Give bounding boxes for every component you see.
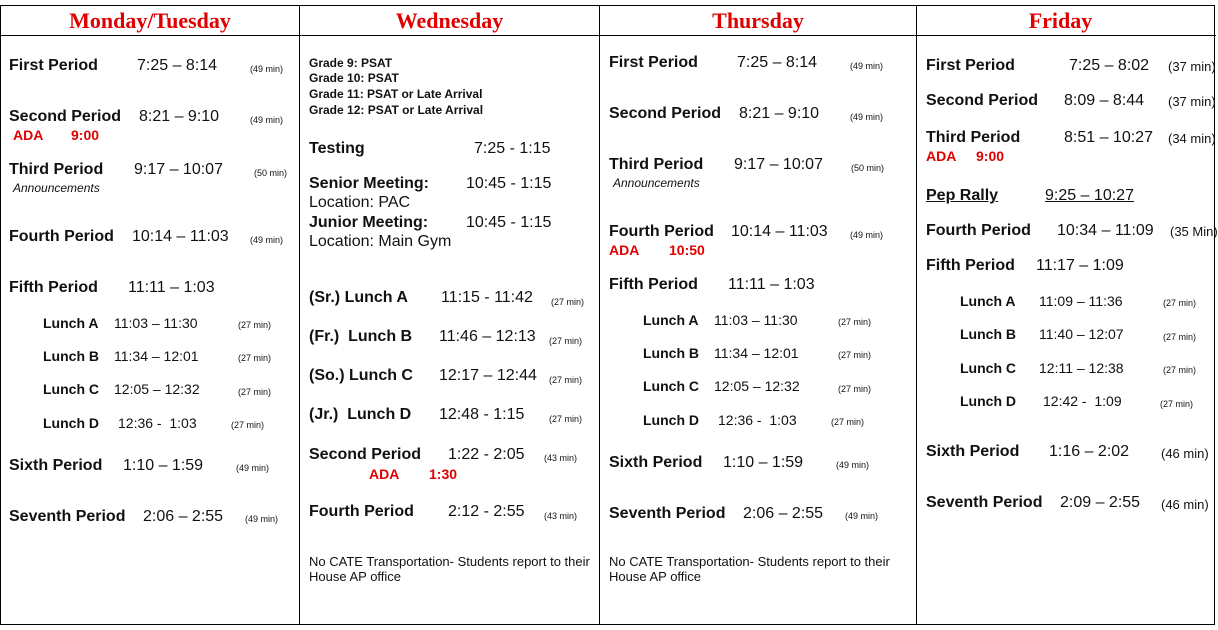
pep-rally-time: 9:25 – 10:27 xyxy=(1045,187,1134,204)
period-label: Fourth Period xyxy=(309,503,414,520)
period-minutes: (49 min) xyxy=(836,460,870,470)
lunch-time: 11:46 – 12:13 xyxy=(439,328,536,345)
period-minutes: (49 min) xyxy=(236,463,270,473)
lunch-time: 12:05 – 12:32 xyxy=(714,378,800,394)
lunch-minutes: (27 min) xyxy=(1163,365,1197,375)
lunch-label: Lunch A xyxy=(643,312,699,328)
header-friday: Friday xyxy=(1028,8,1093,33)
lunch-time: 11:09 – 11:36 xyxy=(1039,293,1123,309)
period-label: First Period xyxy=(9,57,98,74)
lunch-label: Lunch B xyxy=(43,348,99,364)
ada-label: ADA xyxy=(13,127,44,143)
lunch-label: Lunch A xyxy=(43,315,99,331)
lunch-minutes: (27 min) xyxy=(549,414,583,424)
period-label: Second Period xyxy=(609,105,722,122)
period-minutes: (50 min) xyxy=(254,168,288,178)
meeting-label: Senior Meeting: xyxy=(309,175,430,192)
lunch-minutes: (27 min) xyxy=(838,350,872,360)
period-label: Fourth Period xyxy=(926,222,1031,239)
period-time: 9:17 – 10:07 xyxy=(734,156,823,173)
lunch-minutes: (27 min) xyxy=(838,317,872,327)
meeting-time: 10:45 - 1:15 xyxy=(466,214,552,231)
period-label: First Period xyxy=(609,54,698,71)
lunch-time: 11:34 – 12:01 xyxy=(114,348,199,364)
period-time: 8:51 – 10:27 xyxy=(1064,129,1153,146)
period-minutes: (35 Min) xyxy=(1170,224,1218,239)
lunch-label: Lunch C xyxy=(643,378,699,394)
lunch-minutes: (27 min) xyxy=(238,353,272,363)
period-minutes: (49 min) xyxy=(250,235,284,245)
period-label: Third Period xyxy=(609,156,704,173)
lunch-time: 11:03 – 11:30 xyxy=(114,315,198,331)
period-label: Seventh Period xyxy=(926,494,1043,511)
period-minutes: (43 min) xyxy=(544,453,578,463)
meeting-location: Location: Main Gym xyxy=(309,233,452,250)
lunch-minutes: (27 min) xyxy=(231,420,265,430)
lunch-label: Lunch C xyxy=(960,360,1016,376)
lunch-label: Lunch C xyxy=(43,381,99,397)
schedule-table xyxy=(0,5,1218,625)
ada-time: 9:00 xyxy=(71,127,100,143)
period-time: 9:17 – 10:07 xyxy=(134,161,223,178)
transport-note: No CATE Transportation- Students report to their House AP office xyxy=(309,554,590,584)
lunch-label: Lunch D xyxy=(643,412,699,428)
period-time: 11:11 – 1:03 xyxy=(728,276,815,293)
header-monday-tuesday: Monday/Tuesday xyxy=(69,8,231,33)
period-time: 2:12 - 2:55 xyxy=(448,503,525,520)
lunch-time: 11:03 – 11:30 xyxy=(714,312,798,328)
period-minutes: (49 min) xyxy=(850,230,884,240)
lunch-time: 12:11 – 12:38 xyxy=(1039,360,1124,376)
column-divider xyxy=(599,6,600,624)
period-time: 1:10 – 1:59 xyxy=(723,454,804,471)
period-minutes: (49 min) xyxy=(850,61,884,71)
period-time: 11:11 – 1:03 xyxy=(128,279,215,296)
period-label: Sixth Period xyxy=(9,457,103,474)
lunch-minutes: (27 min) xyxy=(549,375,583,385)
period-time: 1:22 - 2:05 xyxy=(448,446,525,463)
ada-label: ADA xyxy=(926,148,957,164)
period-label: Fifth Period xyxy=(926,257,1015,274)
meeting-time: 10:45 - 1:15 xyxy=(466,175,552,192)
period-label: Fourth Period xyxy=(609,223,714,240)
lunch-label: (Sr.) Lunch A xyxy=(309,289,408,306)
lunch-label: (Fr.) Lunch B xyxy=(309,328,413,345)
lunch-time: 11:15 - 11:42 xyxy=(441,289,533,306)
lunch-minutes: (27 min) xyxy=(238,387,272,397)
lunch-label: Lunch A xyxy=(960,293,1016,309)
header-thursday: Thursday xyxy=(712,8,804,33)
ada-time: 9:00 xyxy=(976,148,1005,164)
period-time: 1:16 – 2:02 xyxy=(1049,443,1130,460)
period-minutes: (49 min) xyxy=(245,514,279,524)
period-time: 2:06 – 2:55 xyxy=(143,508,224,525)
period-time: 1:10 – 1:59 xyxy=(123,457,204,474)
period-time: 8:21 – 9:10 xyxy=(739,105,820,122)
ada-label: ADA xyxy=(369,466,400,482)
lunch-minutes: (27 min) xyxy=(238,320,272,330)
period-time: 8:09 – 8:44 xyxy=(1064,92,1145,109)
period-minutes: (49 min) xyxy=(850,112,884,122)
period-time: 2:09 – 2:55 xyxy=(1060,494,1141,511)
grade-note: Grade 11: PSAT or Late Arrival xyxy=(309,87,483,101)
transport-note: No CATE Transportation- Students report to their House AP office xyxy=(609,554,890,584)
period-minutes: (49 min) xyxy=(250,64,284,74)
lunch-time: 12:05 – 12:32 xyxy=(114,381,200,397)
period-time: 10:14 – 11:03 xyxy=(731,223,828,240)
period-label: Seventh Period xyxy=(9,508,126,525)
testing-label: Testing xyxy=(309,140,365,157)
meeting-location: Location: PAC xyxy=(309,194,411,211)
period-label: Second Period xyxy=(9,108,122,125)
period-minutes: (49 min) xyxy=(845,511,879,521)
grade-note: Grade 9: PSAT xyxy=(309,56,393,70)
lunch-label: Lunch D xyxy=(960,393,1016,409)
lunch-label: Lunch D xyxy=(43,415,99,431)
period-label: Third Period xyxy=(926,129,1021,146)
period-label: Seventh Period xyxy=(609,505,726,522)
period-minutes: (37 min) xyxy=(1168,59,1216,74)
lunch-label: (Jr.) Lunch D xyxy=(309,406,412,423)
period-minutes: (37 min) xyxy=(1168,94,1216,109)
lunch-time: 11:40 – 12:07 xyxy=(1039,326,1124,342)
column-divider xyxy=(916,6,917,624)
lunch-time: 12:48 - 1:15 xyxy=(439,406,525,423)
period-minutes: (49 min) xyxy=(250,115,284,125)
meeting-label: Junior Meeting: xyxy=(309,214,429,231)
ada-time: 1:30 xyxy=(429,466,458,482)
header-wednesday: Wednesday xyxy=(395,8,504,33)
period-time: 7:25 – 8:14 xyxy=(737,54,818,71)
period-minutes: (34 min) xyxy=(1168,131,1216,146)
lunch-time: 12:36 - 1:03 xyxy=(718,412,797,428)
period-label: Fifth Period xyxy=(609,276,698,293)
period-label: Second Period xyxy=(926,92,1039,109)
lunch-minutes: (27 min) xyxy=(838,384,872,394)
period-label: Third Period xyxy=(9,161,104,178)
period-minutes: (46 min) xyxy=(1161,446,1209,461)
period-time: 11:17 – 1:09 xyxy=(1036,257,1124,274)
lunch-time: 11:34 – 12:01 xyxy=(714,345,799,361)
period-label: Second Period xyxy=(309,446,422,463)
period-time: 8:21 – 9:10 xyxy=(139,108,220,125)
period-time: 7:25 – 8:02 xyxy=(1069,57,1150,74)
announcements-note: Announcements xyxy=(613,176,700,190)
lunch-time: 12:36 - 1:03 xyxy=(118,415,197,431)
period-time: 10:14 – 11:03 xyxy=(132,228,229,245)
column-divider xyxy=(299,6,300,624)
lunch-label: (So.) Lunch C xyxy=(309,367,413,384)
lunch-minutes: (27 min) xyxy=(1160,399,1194,409)
period-label: Fifth Period xyxy=(9,279,98,296)
lunch-time: 12:42 - 1:09 xyxy=(1043,393,1122,409)
period-label: Fourth Period xyxy=(9,228,114,245)
ada-time: 10:50 xyxy=(669,242,705,258)
lunch-label: Lunch B xyxy=(960,326,1016,342)
period-minutes: (50 min) xyxy=(851,163,885,173)
grade-note: Grade 10: PSAT xyxy=(309,71,399,85)
header-divider xyxy=(1,35,1216,36)
period-label: Sixth Period xyxy=(609,454,703,471)
period-label: First Period xyxy=(926,57,1015,74)
period-time: 2:06 – 2:55 xyxy=(743,505,824,522)
testing-time: 7:25 - 1:15 xyxy=(474,140,551,157)
lunch-minutes: (27 min) xyxy=(1163,332,1197,342)
lunch-minutes: (27 min) xyxy=(831,417,865,427)
period-minutes: (43 min) xyxy=(544,511,578,521)
period-minutes: (46 min) xyxy=(1161,497,1209,512)
announcements-note: Announcements xyxy=(13,181,100,195)
period-time: 7:25 – 8:14 xyxy=(137,57,218,74)
ada-label: ADA xyxy=(609,242,640,258)
lunch-label: Lunch B xyxy=(643,345,699,361)
period-label: Sixth Period xyxy=(926,443,1020,460)
period-time: 10:34 – 11:09 xyxy=(1057,222,1154,239)
lunch-time: 12:17 – 12:44 xyxy=(439,367,537,384)
lunch-minutes: (27 min) xyxy=(551,297,585,307)
lunch-minutes: (27 min) xyxy=(1163,298,1197,308)
pep-rally-label: Pep Rally xyxy=(926,187,999,204)
grade-note: Grade 12: PSAT or Late Arrival xyxy=(309,103,484,117)
lunch-minutes: (27 min) xyxy=(549,336,583,346)
